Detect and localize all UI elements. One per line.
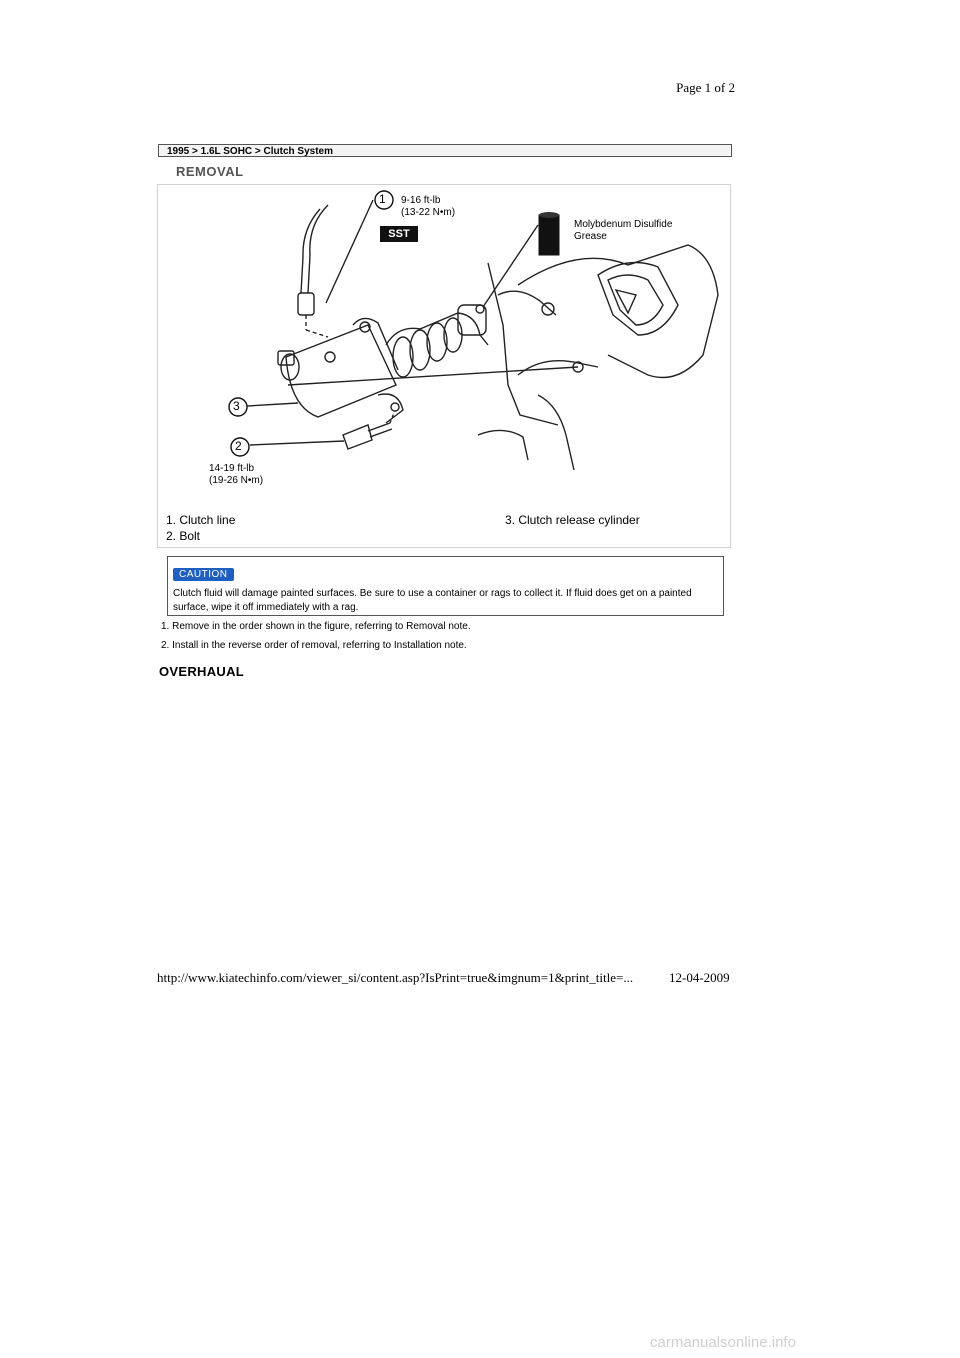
- legend-item-3: 3. Clutch release cylinder: [505, 513, 640, 527]
- removal-figure: [157, 184, 731, 548]
- footer-date: 12-04-2009: [669, 970, 730, 985]
- torque-2-line2: (19-26 N•m): [209, 475, 264, 486]
- callout-1: 1: [379, 192, 386, 206]
- legend-item-2: 2. Bolt: [166, 529, 201, 543]
- grease-tube-icon: [539, 212, 559, 255]
- torque-2-line1: 14-19 ft-lb: [209, 463, 255, 474]
- callout-2: 2: [235, 439, 242, 453]
- breadcrumb: 1995 > 1.6L SOHC > Clutch System: [158, 144, 732, 157]
- caution-box: [167, 556, 724, 616]
- grease-label-line2: Grease: [574, 231, 607, 242]
- section-title-removal: REMOVAL: [176, 164, 244, 179]
- torque-1-line2: (13-22 N•m): [401, 207, 456, 218]
- section-title-overhaul: OVERHAUAL: [159, 664, 245, 679]
- grease-label-line1: Molybdenum Disulfide: [574, 219, 673, 230]
- step-1: 1. Remove in the order shown in the figure, referring to Removal note.: [161, 621, 471, 632]
- legend-item-1: 1. Clutch line: [166, 513, 236, 527]
- caution-text: Clutch fluid will damage painted surfaces. Be sure to use a container or rags to collect it. If fluid does get on a painted surface, wipe it off immediately with a rag.: [173, 588, 692, 613]
- sst-badge: SST: [380, 226, 418, 242]
- step-2: 2. Install in the reverse order of removal, referring to Installation note.: [161, 640, 467, 651]
- watermark: carmanualsonline.info: [650, 1334, 796, 1351]
- footer-url[interactable]: http://www.kiatechinfo.com/viewer_si/content.asp?IsPrint=true&imgnum=1&print_title=...: [157, 970, 634, 985]
- callout-3: 3: [233, 399, 240, 413]
- footer: [157, 970, 737, 986]
- torque-1-line1: 9-16 ft-lb: [401, 195, 441, 206]
- page-number: Page 1 of 2: [676, 80, 735, 95]
- caution-label: CAUTION: [173, 568, 234, 581]
- clutch-diagram-illustration: [158, 185, 730, 547]
